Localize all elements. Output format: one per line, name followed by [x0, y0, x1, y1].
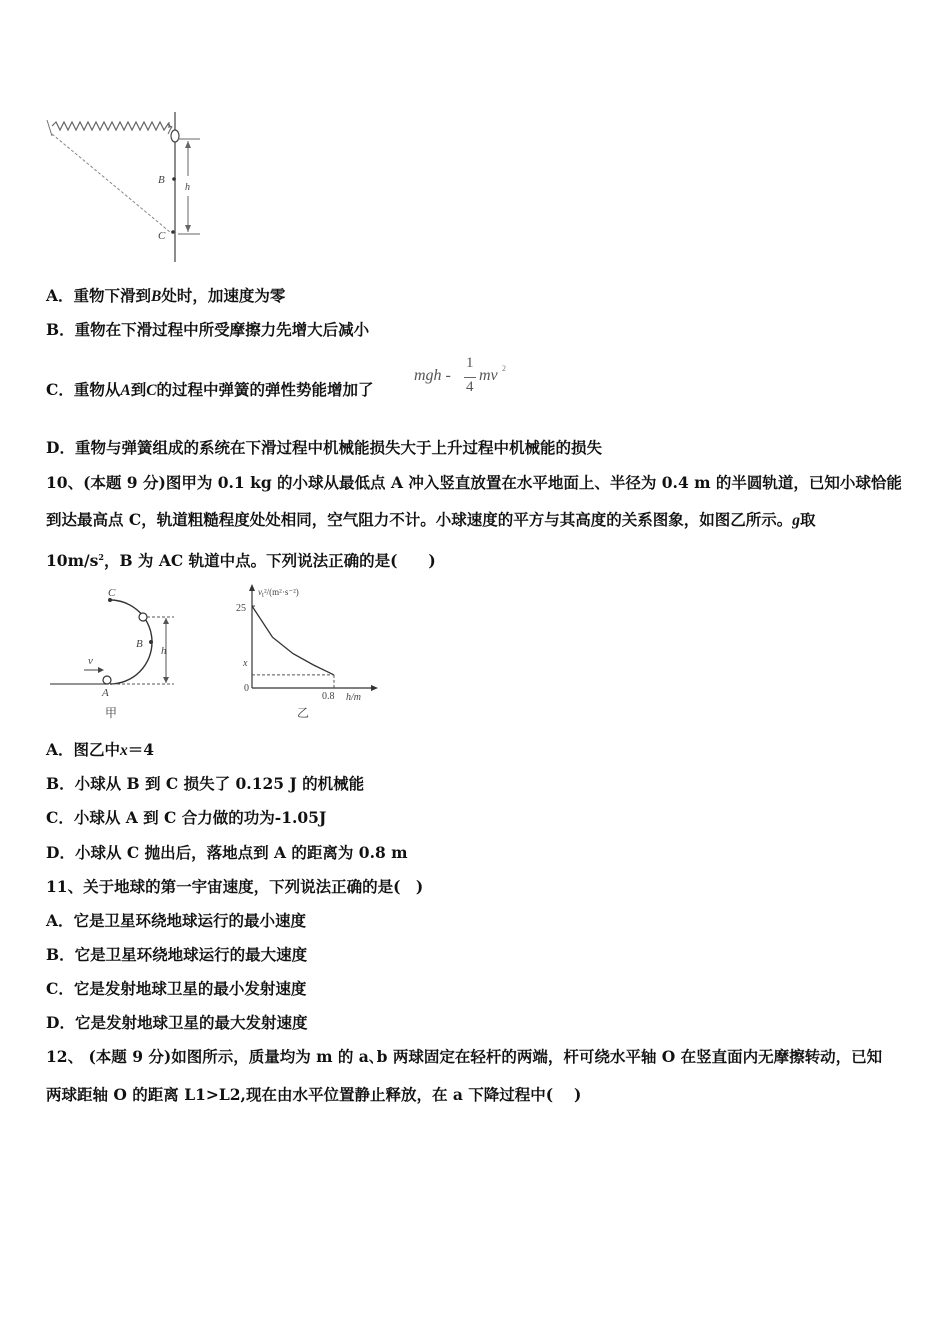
point-B — [149, 640, 153, 644]
q10-option-a-var: x — [120, 742, 128, 759]
q11-option-c: C．它是发射地球卫星的最小发射速度 — [46, 979, 307, 998]
ring-A — [171, 130, 179, 142]
q9-option-a-prefix: A．重物下滑到 — [46, 286, 152, 305]
q9-option-c-suffix: 的过程中弹簧的弹性势能增加了 — [156, 380, 374, 399]
formula-numerator: 1 — [466, 355, 474, 371]
q10-option-c: C．小球从 A 到 C 合力做的功为-1.05J — [46, 808, 327, 827]
q9-option-c-var-a: A — [120, 382, 131, 399]
label-v: v — [88, 655, 93, 667]
origin-label: 0 — [244, 683, 249, 694]
label-h: h — [185, 182, 190, 193]
x-tick-08: 0.8 — [322, 691, 335, 702]
spring — [52, 122, 172, 130]
caption-yi: 乙 — [297, 706, 310, 720]
q9-option-c — [46, 380, 374, 401]
q11-stem: 11、关于地球的第一宇宙速度，下列说法正确的是( ) — [46, 877, 424, 896]
dashed-spring-extension — [52, 134, 170, 232]
q10-stem-line3-rest: ，B 为 AC 轨道中点。下列说法正确的是( ) — [103, 551, 436, 571]
semicircle-track-figure — [46, 582, 196, 722]
y-tick-25: 25 — [236, 603, 246, 614]
q10-option-d: D．小球从 C 抛出后，落地点到 A 的距离为 0.8 m — [46, 843, 408, 862]
q10-stem-line2 — [46, 510, 816, 531]
q12-stem-line1: 12、 (本题 9 分)如图所示，质量均为 m 的 a､b 两球固定在轻杆的两端，杆可绕水平轴 O 在竖直面内无摩擦转动，已知 — [46, 1047, 883, 1066]
ball-upper — [139, 613, 147, 621]
q10-stem-line3 — [46, 547, 436, 571]
point-C — [171, 230, 175, 234]
q10-option-b: B．小球从 B 到 C 损失了 0.125 J 的机械能 — [46, 774, 365, 793]
q12-stem-line2: 两球距轴 O 的距离 L1>L2,现在由水平位置静止释放，在 a 下降过程中( ) — [46, 1085, 582, 1104]
q9-option-d: D．重物与弹簧组成的系统在下滑过程中机械能损失大于上升过程中机械能的损失 — [46, 438, 602, 457]
label-C: C — [108, 587, 116, 599]
q10-stem-line1: 10、(本题 9 分)图甲为 0.1 kg 的小球从最低点 A 冲入竖直放置在水平地面上、半径为 0.4 m 的半圆轨道，已知小球恰能 — [46, 473, 902, 492]
q10-stem-unit-exp: 2 — [98, 552, 104, 562]
point-B — [172, 177, 176, 181]
v-squared-curve — [252, 606, 334, 675]
formula-exponent: 2 — [502, 364, 506, 373]
q9-option-c-var-c: C — [146, 382, 157, 399]
q9-option-a-var: B — [151, 288, 162, 305]
q10-stem-line2-prefix: 到达最高点 C，轨道粗糙程度处处相同，空气阻力不计。小球速度的平方与其高度的关系图象，如图乙所示。 — [46, 510, 793, 529]
v-squared-height-chart — [226, 578, 386, 723]
label-B: B — [136, 638, 143, 650]
q9-option-a-suffix: 处时，加速度为零 — [161, 286, 286, 305]
label-A: A — [102, 687, 109, 699]
q10-stem-g: g — [792, 512, 800, 529]
q10-stem-unit: 10m/s — [46, 551, 99, 571]
formula-left: mgh - — [414, 367, 451, 384]
spring-rod-diagram — [44, 108, 214, 268]
q9-option-c-mid: 到 — [130, 380, 147, 399]
formula-denominator: 4 — [466, 379, 474, 395]
y-axis-label — [258, 587, 299, 599]
q10-option-a-suffix: ＝4 — [127, 740, 155, 759]
q9-option-a — [46, 286, 285, 307]
q10-option-a-prefix: A．图乙中 — [46, 740, 121, 759]
q11-option-b: B．它是卫星环绕地球运行的最大速度 — [46, 945, 308, 964]
y-axis-label-v: v — [258, 587, 262, 597]
label-C: C — [158, 230, 166, 242]
y-axis-label-sub: t — [262, 591, 264, 599]
label-h: h — [161, 645, 167, 657]
q9-option-b: B．重物在下滑过程中所受摩擦力先增大后减小 — [46, 320, 370, 339]
semicircle-track — [110, 600, 152, 684]
q9-option-c-prefix: C．重物从 — [46, 380, 121, 399]
caption-jia: 甲 — [105, 706, 118, 720]
q10-stem-line2-suffix: 取 — [800, 510, 816, 529]
q10-option-a — [46, 740, 154, 761]
formula-right: mv — [479, 367, 498, 384]
q11-option-d: D．它是发射地球卫星的最大发射速度 — [46, 1013, 308, 1032]
x-axis-label: h/m — [346, 692, 361, 703]
formula-fraction-bar — [464, 377, 476, 378]
y-axis-label-rest: ²/(m²·s⁻²) — [263, 587, 299, 597]
label-B: B — [158, 174, 165, 186]
q11-option-a: A．它是卫星环绕地球运行的最小速度 — [46, 911, 307, 930]
y-tick-x: x — [243, 658, 248, 669]
ball-A — [103, 676, 111, 684]
energy-formula — [414, 355, 524, 402]
